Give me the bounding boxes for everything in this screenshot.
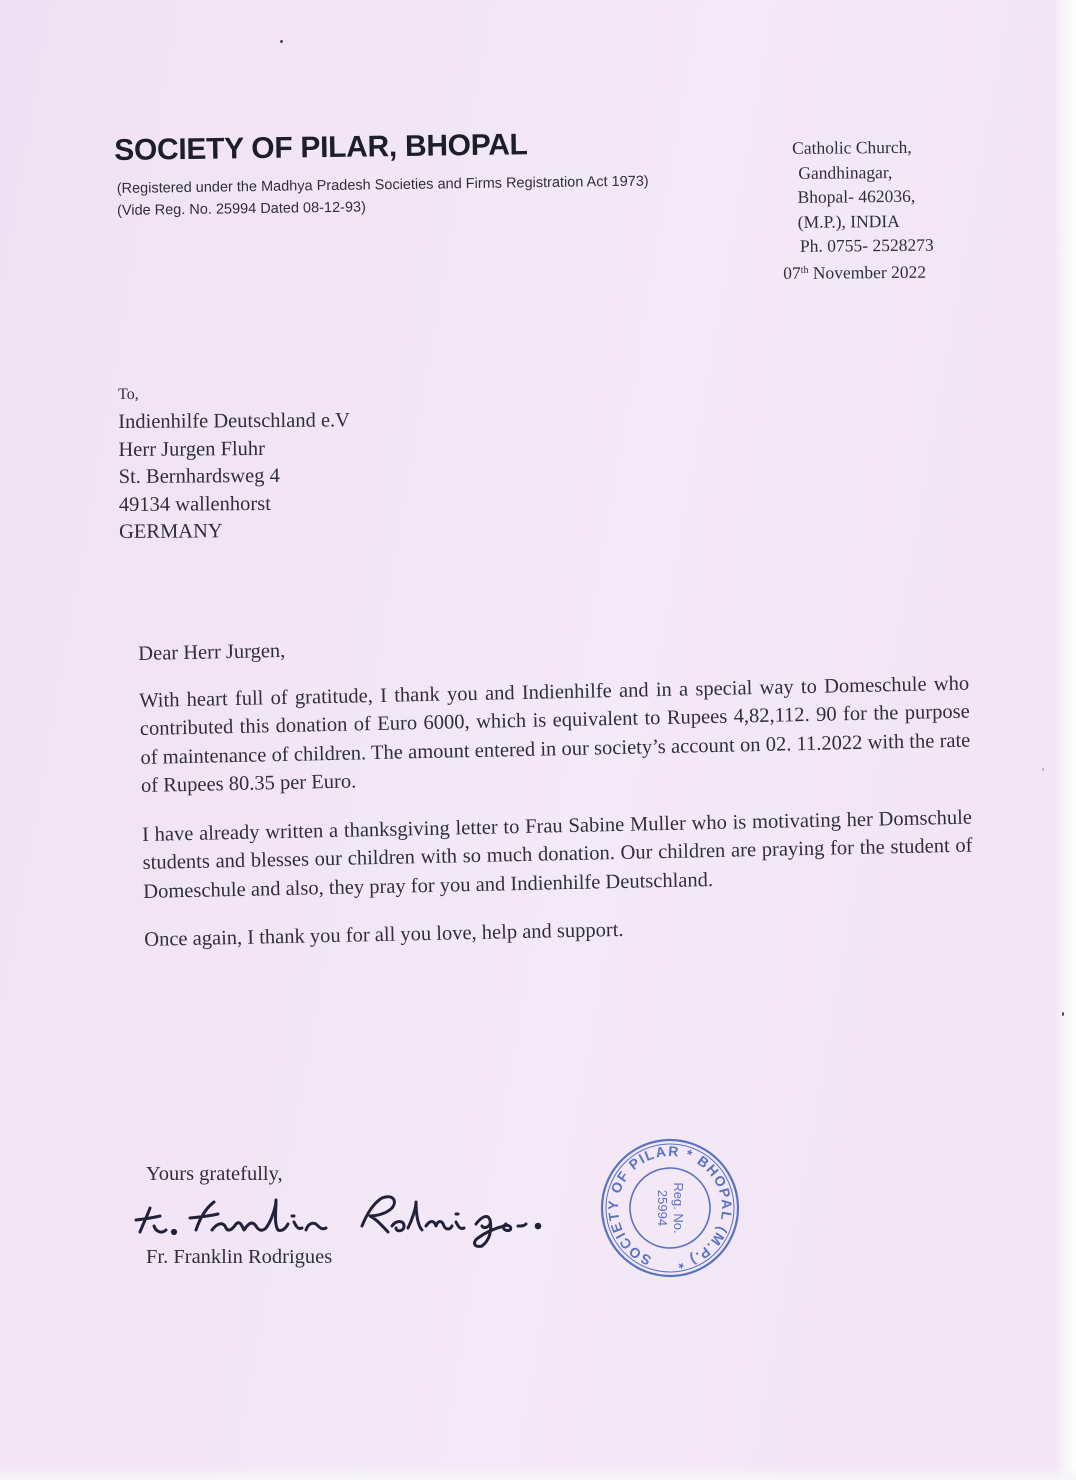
seal-ring-text: SOCIETY OF PILAR * BHOPAL (M.P.) * [604, 1142, 736, 1273]
paper-speck [1062, 1012, 1064, 1016]
letterhead [114, 125, 775, 222]
recipient-line: GERMANY [118, 520, 223, 543]
phone-number: Ph. 0755- 2528273 [799, 234, 934, 256]
signer-name: Fr. Franklin Rodrigues [146, 1246, 333, 1268]
address-line: (M.P.), INDIA [797, 210, 900, 232]
page-edge [1054, 0, 1076, 1480]
body-paragraph: Once again, I thank you for all you love, help and support. [144, 918, 624, 951]
letter-body [138, 623, 975, 975]
date-suffix: th [800, 264, 809, 276]
registration-number-line: (Vide Reg. No. 25994 Dated 08-12-93) [116, 199, 366, 219]
recipient-address [118, 381, 519, 546]
body-paragraph: I have already written a thanksgiving letter to Frau Sabine Muller who is motivating her Domschule students and blesses our children with so much donation. Our children are praying for the student of Domeschule and also, they pray for you and Indienhilfe Deutschland. [141, 806, 973, 903]
recipient-line: Indienhilfe Deutschland e.V [118, 409, 351, 433]
registration-act-line: (Registered under the Madhya Pradesh Societies and Firms Registration Act 1973) [116, 173, 649, 197]
date-month-year: November 2022 [808, 261, 927, 283]
letter-date [783, 257, 983, 285]
recipient-line: Herr Jurgen Fluhr [118, 437, 266, 461]
society-seal-stamp [598, 1136, 742, 1280]
valediction: Yours gratefully, [146, 1163, 283, 1185]
body-paragraph: With heart full of gratitude, I thank you and Indienhilfe and in a special way to Domeschule who contributed this donation of Euro 6000, which is equivalent to Rupees 4,82,112. 90 for the purpose of maintenance of children. The amount entered in our society’s account on 02. 11.2022 with the rate of Rupees 80.35 per Euro. [139, 672, 971, 797]
seal-reg-label: Reg. No. [671, 1182, 686, 1234]
handwritten-signature [126, 1186, 556, 1250]
address-line: Catholic Church, [792, 136, 912, 158]
date-day: 07 [783, 262, 801, 283]
paper-speck [280, 40, 283, 43]
page-bottom-edge [0, 1466, 1076, 1480]
registration-info [117, 169, 776, 222]
recipient-line: St. Bernhardsweg 4 [118, 464, 280, 488]
paper-speck [1042, 768, 1044, 771]
address-line: Gandhinagar, [798, 161, 893, 183]
address-line: Bhopal- 462036, [797, 185, 916, 207]
salutation: Dear Herr Jurgen, [138, 639, 286, 665]
organization-name: SOCIETY OF PILAR, BHOPAL [114, 128, 528, 167]
seal-reg-number: 25994 [655, 1189, 670, 1227]
recipient-line: 49134 wallenhorst [118, 492, 271, 516]
sender-address [782, 134, 983, 285]
recipient-to: To, [118, 385, 139, 403]
